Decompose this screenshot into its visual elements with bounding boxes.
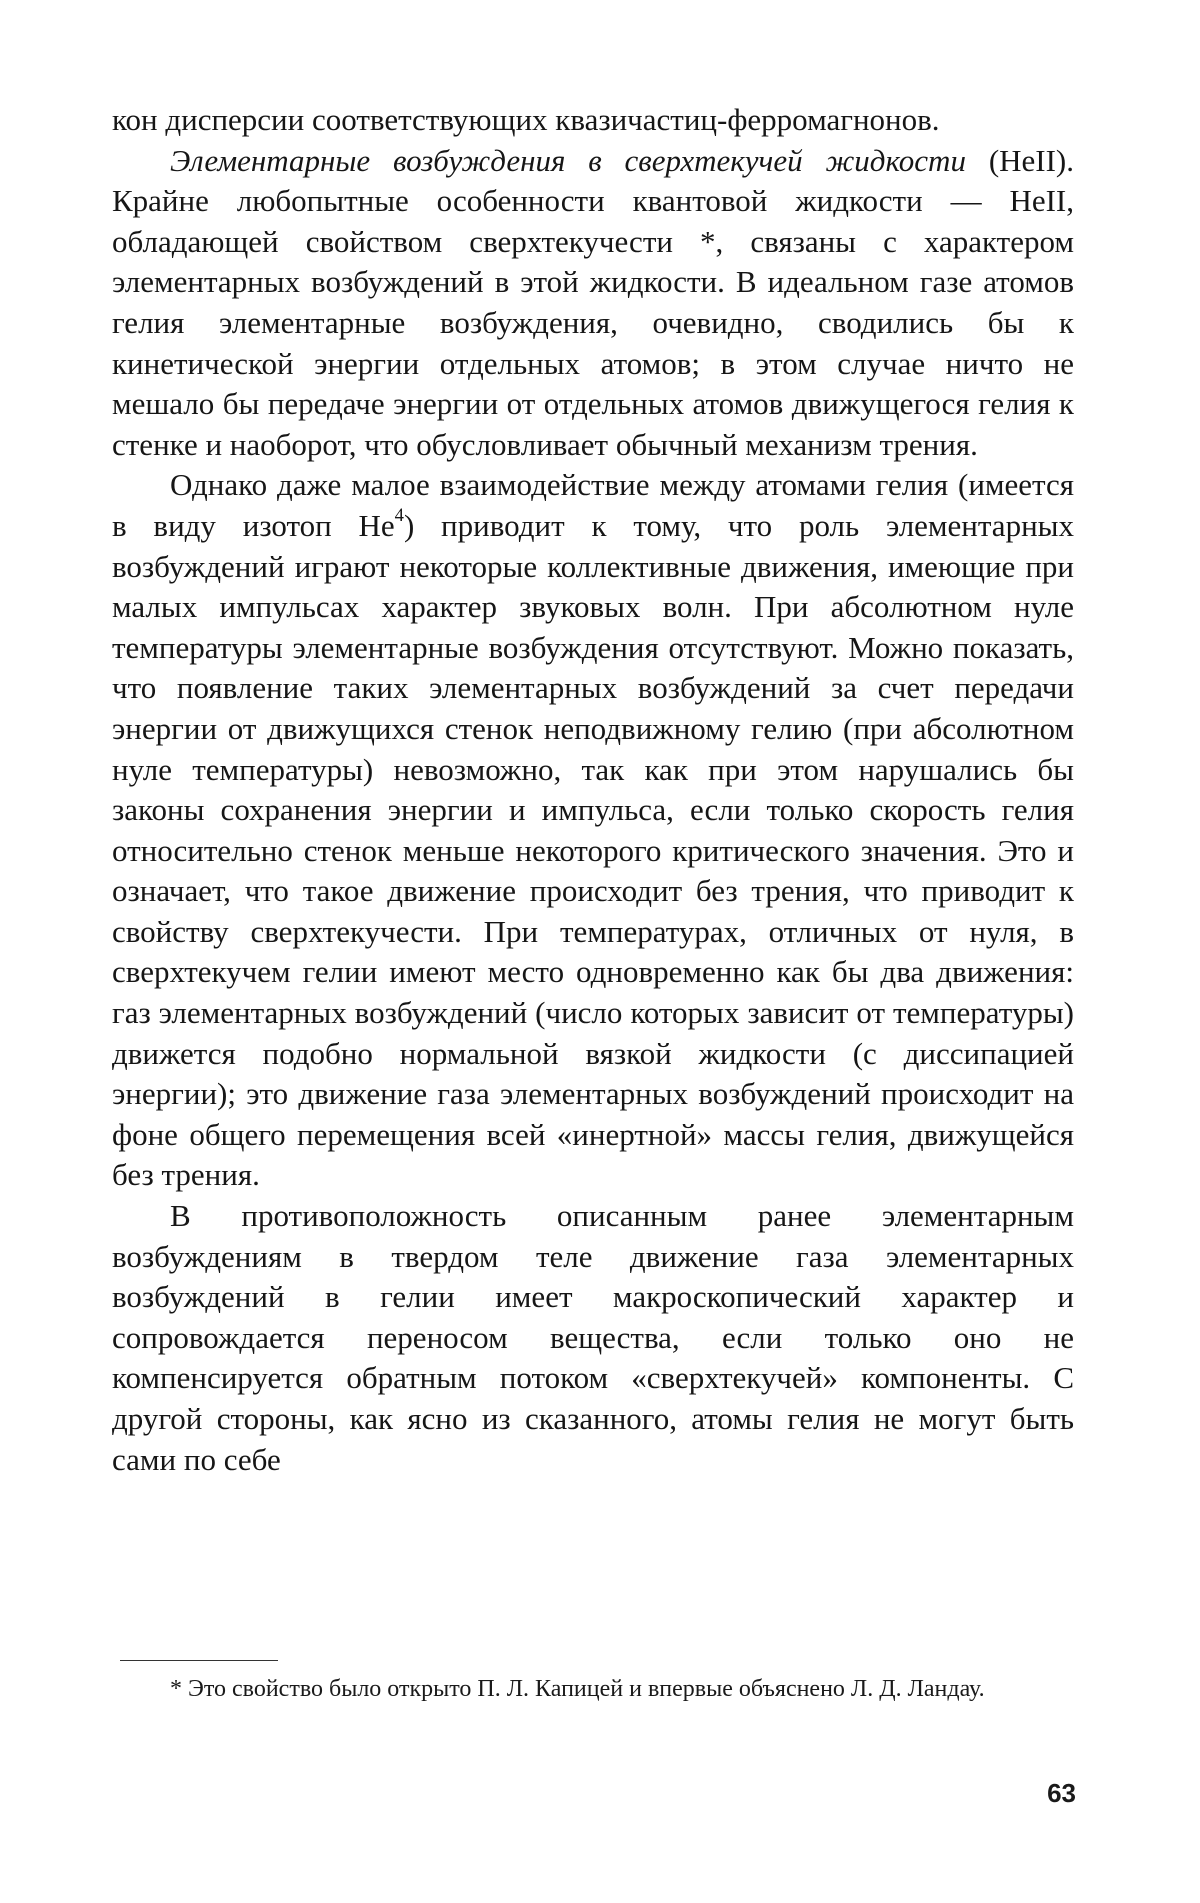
main-text xyxy=(112,100,1074,1480)
paragraph-text-after-isotope: ) приводит к тому, что роль элементарных возбуждений играют некоторые коллективные движения, имеющие при малых импульсах характер звуковых волн. При абсолютном нуле температуры элементарные возбуждения отсутствуют. Можно показать, что появление таких элементарных возбуждений за счет передачи энергии от движущихся стенок неподвижному гелию (при абсолютном нуле температуры) невозможно, так как при этом нарушались бы законы сохранения энергии и импульса, если только скорость гелия относительно стенок меньше некоторого критического значения. Это и означает, что такое движение происходит без трения, что приводит к свойству сверхтекучести. При температурах, отличных от нуля, в сверхтекучем гелии имеют место одновременно как бы два движения: газ элементарных возбуждений (число которых зависит от температуры) движется подобно нормальной вязкой жидкости (с диссипацией энергии); это движение газа элементарных возбуждений происходит на фоне общего перемещения всей «инертной» массы гелия, движущейся без трения. xyxy=(112,507,1074,1193)
page-number: 63 xyxy=(1047,1778,1076,1808)
paragraph-interaction xyxy=(112,465,1074,1196)
footnote: * Это свойство было открыто П. Л. Капицей и впервые объяснено Л. Д. Ландау. xyxy=(170,1676,985,1702)
paragraph-text-before-isotope: Однако даже малое взаимодействие между атомами гелия (имеется в виду изотоп He xyxy=(112,467,1074,543)
paragraph-text: (HeII). Крайне любопытные особенности квантовой жидкости — HeII, обладающей свойством сверхтекучести *, связаны с характером элементарных возбуждений в этой жидкости. В идеальном газе атомов гелия элементарные возбуждения, очевидно, сводились бы к кинетической энергии отдельных атомов; в этом случае ничто не мешало бы передаче энергии от отдельных атомов движущегося гелия к стенке и наоборот, что обусловливает обычный механизм трения. xyxy=(112,142,1075,462)
paragraph-superfluid-heading xyxy=(112,141,1074,466)
section-run-in-heading: Элементарные возбуждения в сверхтекучей жидкости xyxy=(170,142,966,178)
footnote-divider xyxy=(120,1660,278,1661)
paragraph-continuation: кон дисперсии соответствующих квазичастиц-ферромагнонов. xyxy=(112,102,940,137)
paragraph-contrast: В противоположность описанным ранее элементарным возбуждениям в твердом теле движение газа элементарных возбуждений в гелии имеет макроскопический характер и сопровождается переносом вещества, если только оно не компенсируется обратным потоком «сверхтекучей» компоненты. С другой стороны, как ясно из сказанного, атомы гелия не могут быть сами по себе xyxy=(112,1198,1074,1477)
isotope-superscript: 4 xyxy=(394,505,404,527)
